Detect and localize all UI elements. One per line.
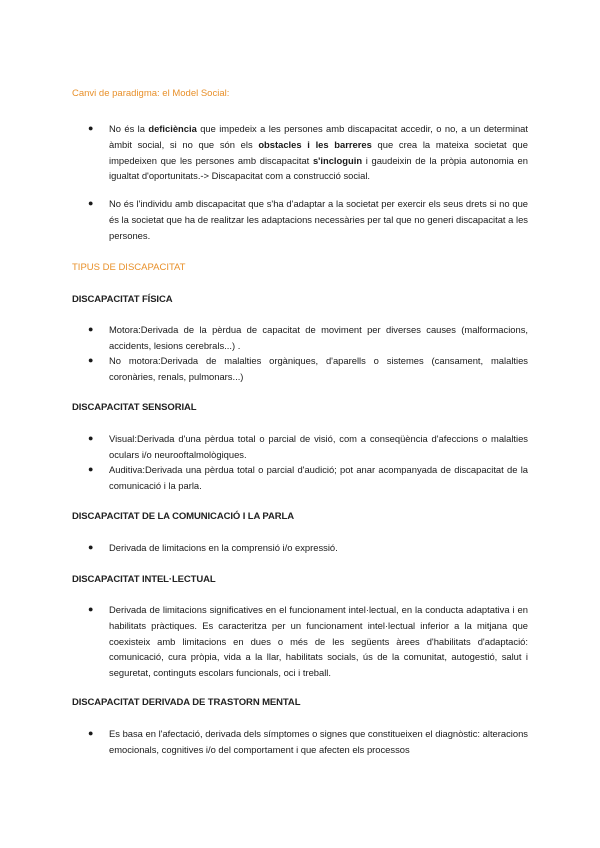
bullet-icon: ● bbox=[88, 433, 94, 443]
heading-paradigm: Canvi de paradigma: el Model Social: bbox=[72, 88, 230, 99]
heading-trastorn: DISCAPACITAT DERIVADA DE TRASTORN MENTAL bbox=[72, 697, 301, 708]
heading-comunicacio: DISCAPACITAT DE LA COMUNICACIÓ I LA PARLA bbox=[72, 511, 294, 522]
list-item-auditiva: Auditiva:Derivada una pèrdua total o parcial d'audició; pot anar acompanyada de discapacitat de la comunicació i la parla. bbox=[109, 464, 528, 491]
p1-text-1: No és la bbox=[109, 123, 149, 134]
p1-bold-obstacles: obstacles i les barreres bbox=[258, 138, 372, 150]
bullet-icon: ● bbox=[88, 123, 94, 133]
bullet-icon: ● bbox=[88, 464, 94, 474]
p1-bold-deficiencia: deficiència bbox=[148, 123, 197, 134]
list-item-trastorn: Es basa en l'afectació, derivada dels símptomes o signes que constitueixen el diagnòstic: alteracions emocionals, cognitives i/o del comportament i que afecten els processos bbox=[109, 728, 528, 755]
bullet-icon: ● bbox=[88, 198, 94, 208]
p1-text-4: i gaudeixin de la pròpia autonomia en igualtat d'oportunitats.-> Discapacitat com a construcció social. bbox=[109, 154, 528, 182]
section-types-heading: TIPUS DE DISCAPACITAT bbox=[72, 262, 186, 273]
list-item-intellectual: Derivada de limitacions significatives en el funcionament intel·lectual, en la conducta adaptativa i en habilitats pràctiques. Es caracteritza per un funcionament intel·lectual inferior a la mitjana que coexisteix amb limitacions en dues o més de les següents àrees d'habilitats d'adaptació: comunicació, cura pròpia, vida a la llar, habilitats socials, ús de la comunitat, autogestió, salut i seguretat, continguts escolars funcionals, oci i treball. bbox=[109, 604, 528, 679]
bullet-icon: ● bbox=[88, 604, 94, 614]
p1-bold-incloguin: s'incloguin bbox=[312, 154, 363, 166]
bullet-icon: ● bbox=[88, 324, 94, 334]
paragraph-adaptation: No és l'individu amb discapacitat que s'ha d'adaptar a la societat per exercir els seus drets si no que és la societat que ha de realitzar les adaptacions necessàries per tal que no generi discapacitat a les persones. bbox=[109, 198, 528, 241]
list-item-visual: Visual:Derivada d'una pèrdua total o parcial de visió, com a conseqüència d'afeccions o malalties oculars i/o neurooftalmològiques. bbox=[109, 433, 528, 460]
list-item-no-motora: No motora:Derivada de malalties orgàniques, d'aparells o sistemes (cansament, malalties coronàries, renals, pulmonars...) bbox=[109, 355, 528, 382]
bullet-icon: ● bbox=[88, 542, 94, 552]
heading-fisica: DISCAPACITAT FÍSICA bbox=[72, 294, 173, 305]
bullet-icon: ● bbox=[88, 355, 94, 365]
paragraph-social-model bbox=[109, 121, 528, 184]
p1-text-3: que crea la mateixa societat que impedeixen que les persones amb discapacitat bbox=[109, 138, 528, 166]
heading-intellectual: DISCAPACITAT INTEL·LECTUAL bbox=[72, 574, 216, 585]
heading-sensorial: DISCAPACITAT SENSORIAL bbox=[72, 402, 197, 413]
list-item-comunicacio: Derivada de limitacions en la comprensió i/o expressió. bbox=[109, 542, 338, 553]
list-item-motora: Motora:Derivada de la pèrdua de capacitat de moviment per diverses causes (malformacions, accidents, lesions cerebrals...) . bbox=[109, 324, 528, 351]
p1-text-2: que impedeix a les persones amb discapacitat accedir, o no, a un determinat àmbit social, si no que són els bbox=[109, 123, 528, 150]
bullet-icon: ● bbox=[88, 728, 94, 738]
